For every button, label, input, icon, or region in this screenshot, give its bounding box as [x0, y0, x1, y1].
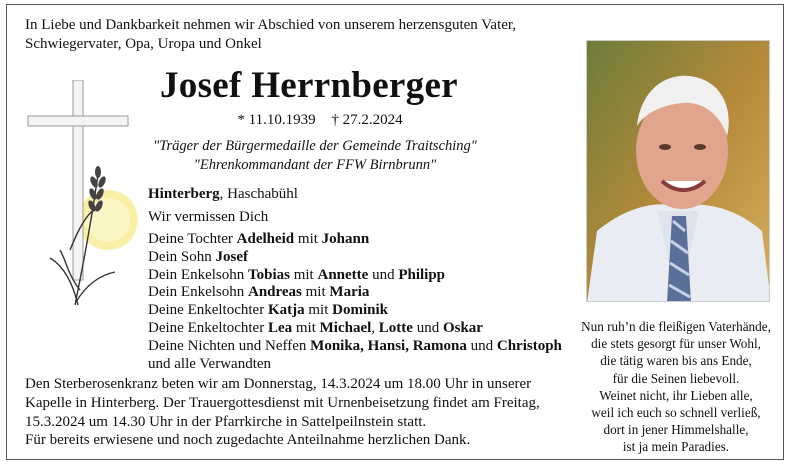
family-name: Oskar: [442, 319, 483, 336]
poem-line: die stets gesorgt für unser Wohl,: [591, 336, 761, 352]
family-text: mit: [292, 319, 320, 336]
family-member-line: [148, 249, 562, 267]
poem-line: ist ja mein Paradies.: [622, 439, 730, 455]
miss-text: Wir vermissen Dich: [148, 209, 269, 225]
family-name: Dominik: [332, 302, 388, 319]
family-text: und: [412, 319, 443, 336]
family-member-line: [148, 320, 562, 338]
family-member-line: [148, 284, 562, 302]
family-text: mit: [289, 266, 318, 283]
family-name: Katja: [267, 302, 305, 319]
death-date: † 27.2.2024: [331, 112, 403, 128]
family-name: Annette: [317, 266, 369, 283]
family-text: ,: [371, 319, 379, 336]
family-name: Michael: [319, 319, 372, 336]
birth-date: * 11.10.1939: [237, 112, 316, 128]
family-text: mit: [304, 302, 333, 319]
family-text: Deine Enkeltochter: [148, 302, 268, 319]
family-member-line: [148, 231, 562, 249]
poem-line: dort in jener Himmelshalle,: [603, 422, 749, 438]
rosary-notice: Den Sterberosenkranz beten wir am Donnerstag, 14.3.2024 um 18.00 Uhr in unserer Kapelle in Hinterberg. Der Trauergottesdienst mit Urnenbeisetzung findet am Freitag, 15.3.2024 um 14.30 Uhr in der Pfarrkirche in Sattelpeilnstein statt.: [25, 376, 540, 430]
residence-place: Hinterberg: [148, 186, 220, 202]
family-name: Tobias: [247, 266, 290, 283]
family-member-line: [148, 338, 562, 356]
poem-line: Weinet nicht, ihr Lieben alle,: [599, 387, 753, 403]
poem-line: Nun ruh’n die fleißigen Vaterhände,: [581, 319, 771, 334]
family-text: und alle Verwandten: [148, 355, 272, 372]
family-name: Christoph: [496, 337, 562, 354]
family-text: und: [368, 266, 399, 283]
honors: [130, 137, 500, 175]
honor-line: "Ehrenkommandant der FFW Birnbrunn": [193, 157, 437, 173]
intro-text: In Liebe und Dankbarkeit nehmen wir Abschied von unserem herzensguten Vater, Schwiegervater, Opa, Uropa und Onkel: [25, 17, 517, 52]
family-text: Dein Sohn: [148, 248, 216, 265]
family-text: mit: [294, 231, 322, 247]
poem: [566, 318, 786, 456]
poem-line: die tätig waren bis ans Ende,: [600, 353, 752, 369]
life-dates: [160, 112, 480, 129]
family-name: Adelheid: [236, 231, 295, 247]
residence-rest: , Haschabühl: [219, 186, 298, 202]
residence: [148, 186, 298, 203]
family-name: Lea: [267, 319, 293, 336]
family-name: Josef: [215, 248, 248, 265]
family-member-line: [148, 356, 562, 374]
family-name: Andreas: [247, 284, 302, 301]
family-text: Deine Nichten und Neffen: [148, 337, 311, 354]
family-text: Deine Tochter: [148, 231, 237, 247]
family-name: Lotte: [378, 319, 413, 336]
family-name: Johann: [321, 231, 370, 247]
honor-line: "Träger der Bürgermedaille der Gemeinde Traitsching": [153, 138, 477, 154]
family-text: Dein Enkelsohn: [148, 284, 248, 301]
portrait-photo: [586, 40, 770, 302]
family-list: [148, 231, 562, 373]
family-name: Maria: [329, 284, 370, 301]
deceased-name: Josef Herrnberger: [160, 65, 458, 106]
poem-line: weil ich euch so schnell verließ,: [591, 405, 761, 421]
family-text: und: [466, 337, 497, 354]
family-member-line: [148, 302, 562, 320]
family-name: Monika, Hansi, Ramona: [310, 337, 467, 354]
family-member-line: [148, 267, 562, 285]
thanks-text: Für bereits erwiesene und noch zugedachte Anteilnahme herzlichen Dank.: [25, 432, 471, 448]
family-name: Philipp: [398, 266, 446, 283]
cross-with-wheat-illustration: [20, 80, 140, 315]
family-text: Dein Enkelsohn: [148, 266, 248, 283]
poem-line: für die Seinen liebevoll.: [612, 370, 740, 386]
family-text: Deine Enkeltochter: [148, 319, 268, 336]
family-text: mit: [301, 284, 330, 301]
